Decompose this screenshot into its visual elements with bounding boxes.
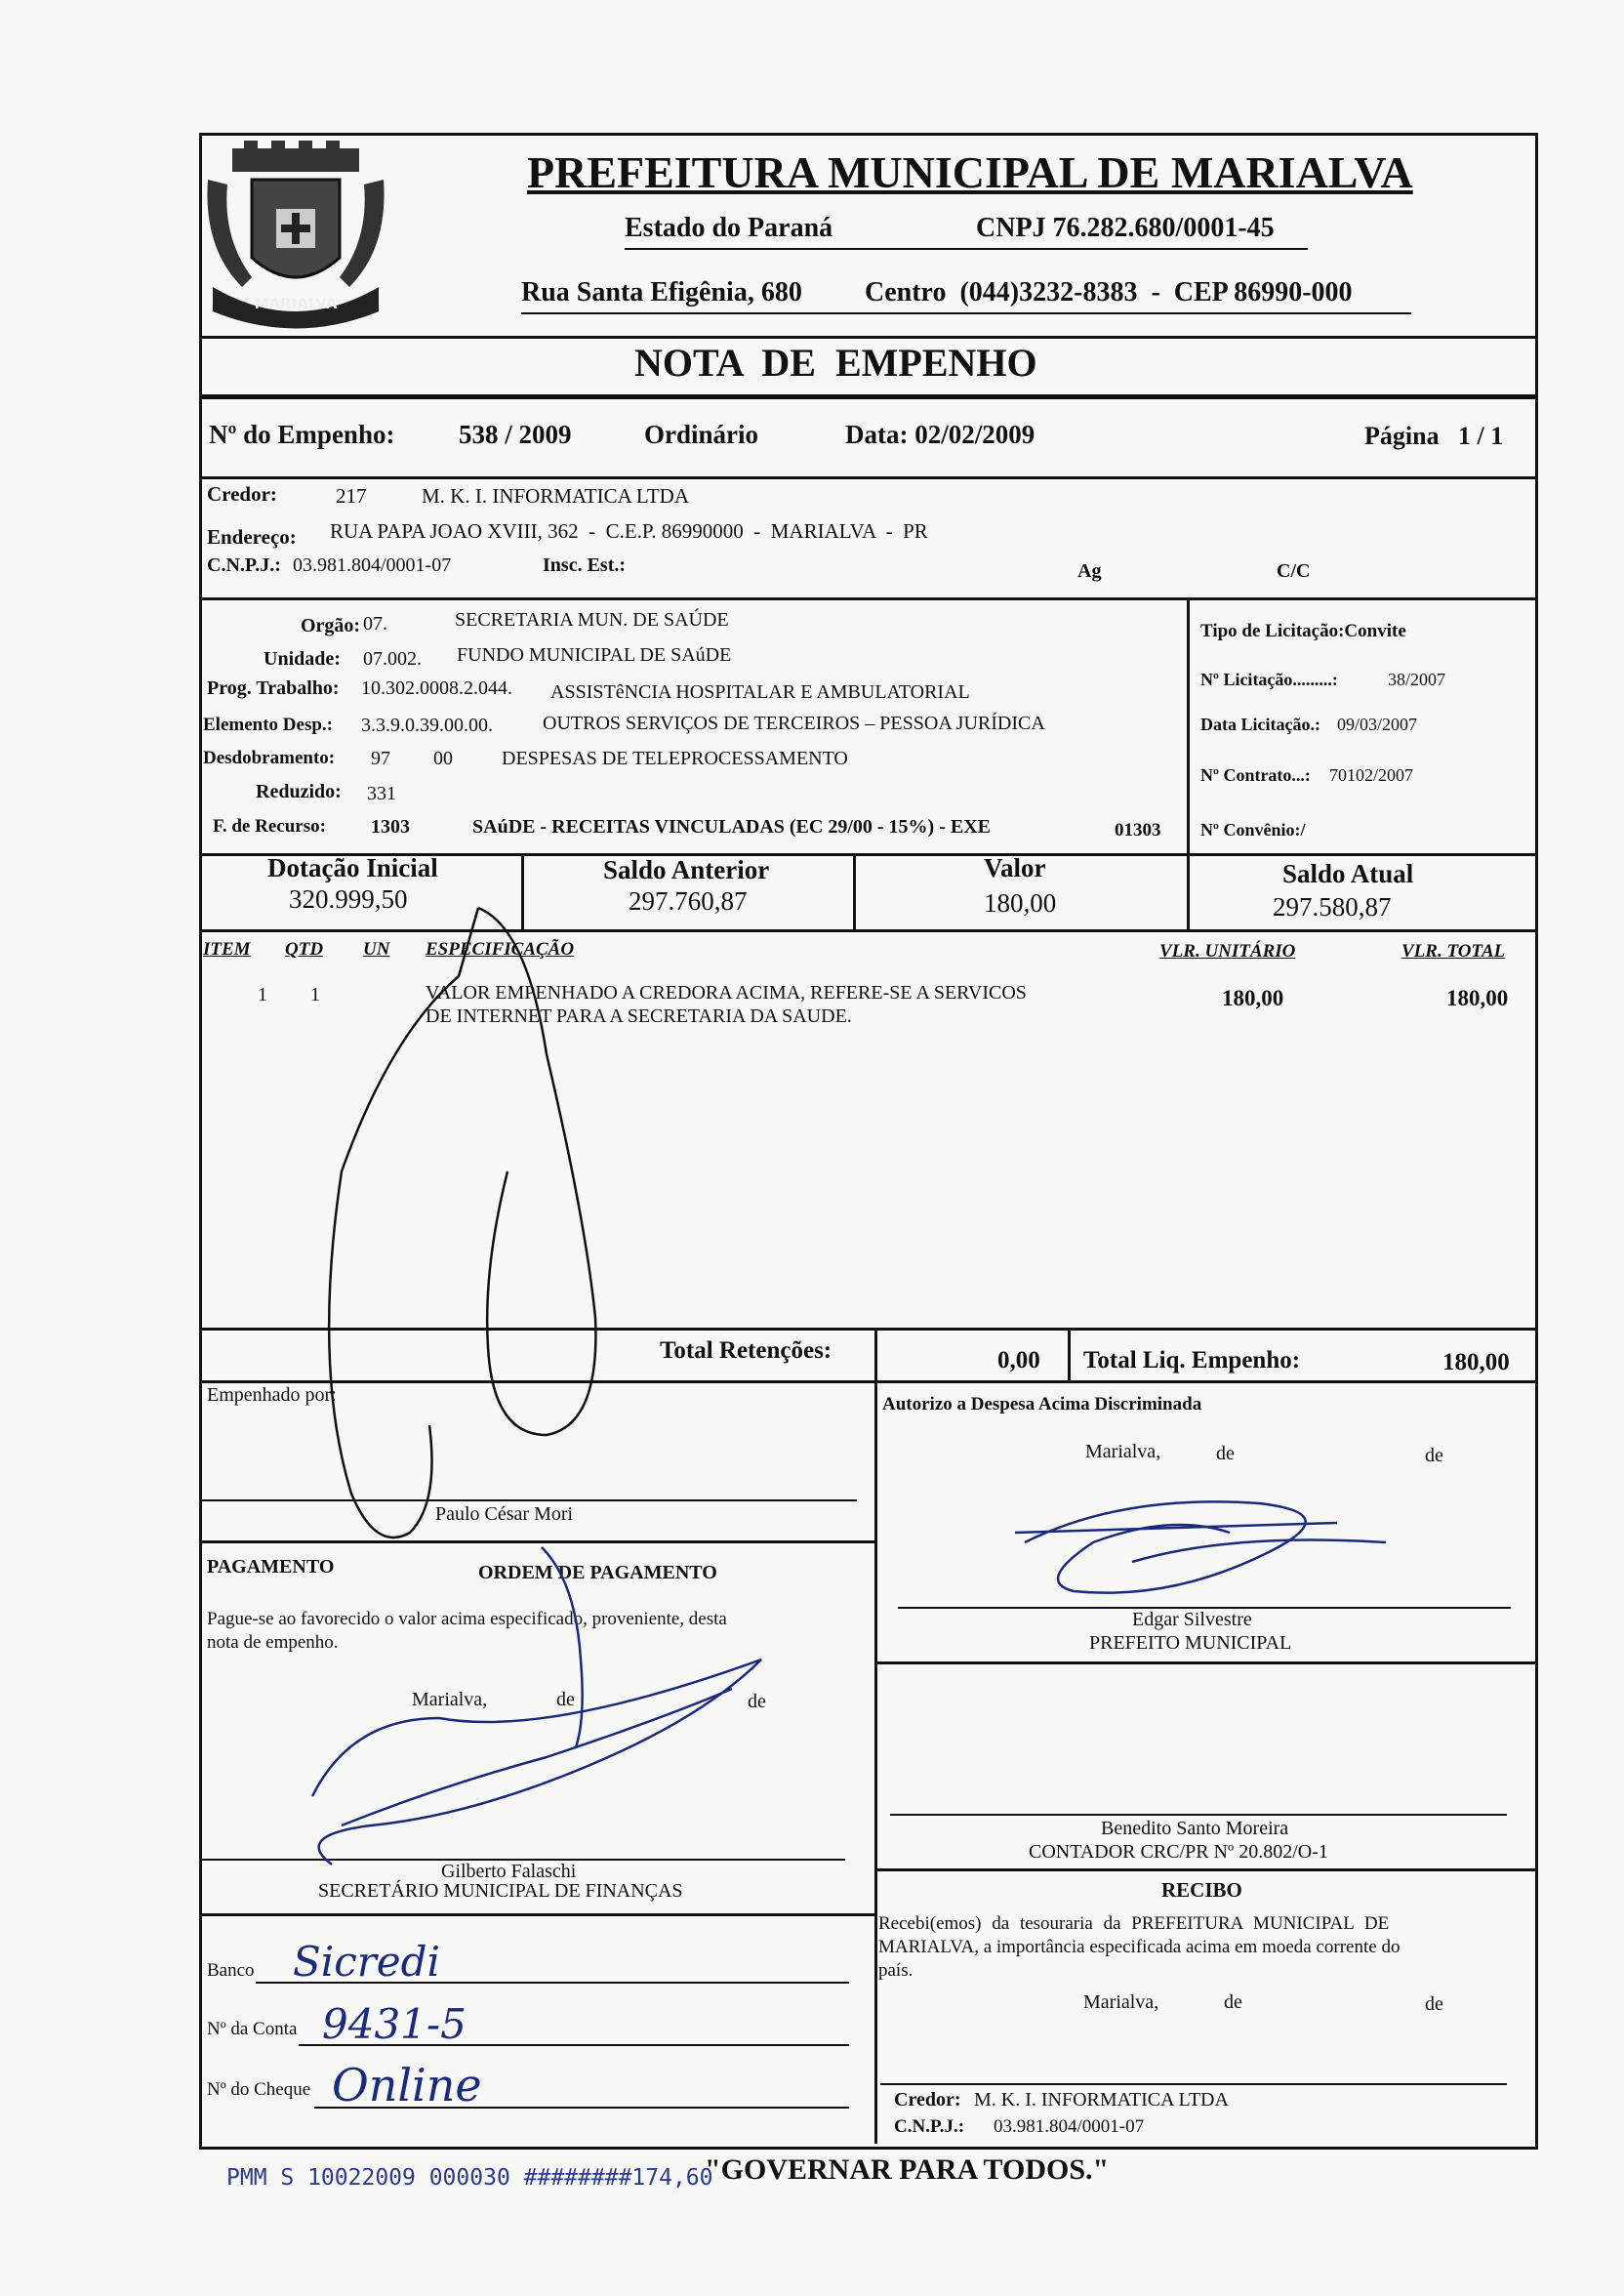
reduzido-value: 331 [367, 783, 396, 804]
empenho-label: Nº do Empenho: [209, 420, 395, 449]
svg-text:9431-5: 9431-5 [322, 2000, 467, 2048]
orgao-label: Orgão: [301, 615, 361, 636]
valor-value: 180,00 [984, 888, 1057, 918]
cheque-label: Nº do Cheque [207, 2079, 311, 2100]
autorizo-de-1: de [1216, 1443, 1235, 1464]
col-qtd: QTD [285, 939, 324, 960]
desd-label: Desdobramento: [203, 748, 336, 768]
recibo-de-1: de [1224, 1991, 1242, 2013]
svg-text:Online: Online [332, 2059, 482, 2112]
recibo-text-1: Recebi(emos) da tesouraria da PREFEITURA MUNICIPAL DE [878, 1913, 1390, 1934]
recibo-cnpj-label: C.N.P.J.: [894, 2116, 965, 2137]
sec-name: Gilberto Falaschi [441, 1861, 577, 1882]
autorizo-marialva: Marialva, [1085, 1441, 1161, 1462]
banco-label: Banco [207, 1960, 255, 1981]
header-state: Estado do Paraná [625, 213, 833, 243]
prog-code: 10.302.0008.2.044. [361, 677, 512, 699]
fonte-name: SAúDE - RECEITAS VINCULADAS (EC 29/00 - 15%) - EXE [472, 816, 991, 838]
credor-label: Credor: [207, 482, 277, 506]
ag-label: Ag [1077, 560, 1102, 582]
recibo-cnpj: 03.981.804/0001-07 [994, 2116, 1145, 2137]
pagamento-text-1: Pague-se ao favorecido o valor acima especificado, proveniente, desta [207, 1609, 727, 1629]
divider [199, 1328, 1536, 1331]
col-total: VLR. TOTAL [1401, 941, 1506, 962]
recibo-marialva: Marialva, [1083, 1991, 1159, 2013]
divider [199, 929, 1536, 932]
prefeito-role: PREFEITO MUNICIPAL [1089, 1632, 1292, 1654]
desd-b: 00 [433, 748, 453, 769]
pagamento-de-2: de [748, 1691, 766, 1712]
divider [199, 1380, 1536, 1383]
prog-label: Prog. Trabalho: [207, 677, 340, 699]
svg-text:Sicredi: Sicredi [293, 1938, 440, 1986]
svg-text:MARIALVA: MARIALVA [254, 295, 338, 312]
divider [521, 855, 524, 931]
pagamento-de-1: de [556, 1689, 575, 1710]
contrato-label: Nº Contrato...: [1200, 765, 1311, 785]
contador-name: Benedito Santo Moreira [1101, 1818, 1289, 1839]
fonte-code: 1303 [371, 816, 410, 838]
dotacao-label: Dotação Inicial [267, 853, 438, 882]
signature-line [890, 1814, 1507, 1816]
orgao-name: SECRETARIA MUN. DE SAÚDE [455, 609, 729, 631]
saldo-atual-label: Saldo Atual [1282, 859, 1414, 888]
page-label: Página [1364, 422, 1440, 450]
divider [1187, 855, 1190, 931]
col-un: UN [363, 939, 390, 960]
recibo-text-2: MARIALVA, a importância especificada acima em moeda corrente do [878, 1937, 1401, 1957]
header-underline-1 [625, 248, 1308, 250]
recibo-title: RECIBO [1161, 1878, 1242, 1902]
credor-code: 217 [336, 484, 367, 508]
autorizo-de-2: de [1425, 1445, 1443, 1466]
row-spec-1: VALOR EMPENHADO A CREDORA ACIMA, REFERE-SE A SERVICOS [426, 982, 1027, 1004]
licitacao-data: 09/03/2007 [1337, 715, 1418, 734]
pagamento-marialva: Marialva, [412, 1689, 488, 1710]
fonte-label: F. de Recurso: [213, 816, 326, 837]
doc-title: NOTA DE EMPENHO [634, 341, 1037, 385]
divider [199, 476, 1536, 479]
elem-code: 3.3.9.0.39.00.00. [361, 715, 493, 736]
contador-role: CONTADOR CRC/PR Nº 20.802/O-1 [1029, 1841, 1328, 1863]
divider [199, 1540, 876, 1543]
signature-line [880, 2083, 1507, 2085]
col-item: ITEM [203, 939, 251, 960]
elem-label: Elemento Desp.: [203, 715, 333, 735]
credor-cnpj: 03.981.804/0001-07 [293, 554, 452, 576]
row-spec-2: DE INTERNET PARA A SECRETARIA DA SAUDE. [426, 1005, 852, 1027]
empenhado-label: Empenhado por: [207, 1384, 337, 1406]
convenio: Nº Convênio:/ [1200, 820, 1306, 840]
row-total: 180,00 [1446, 986, 1509, 1010]
divider [199, 336, 1536, 339]
header-address: Rua Santa Efigênia, 680 [521, 277, 802, 308]
divider [874, 1382, 877, 2144]
divider [1187, 599, 1190, 857]
endereco-label: Endereço: [207, 525, 297, 549]
unidade-code: 07.002. [363, 648, 422, 670]
page-number: 1 / 1 [1458, 422, 1504, 450]
saldo-anterior-label: Saldo Anterior [603, 855, 770, 884]
divider [853, 855, 856, 931]
col-spec: ESPECIFICAÇÃO [426, 939, 575, 960]
insc-label: Insc. Est.: [543, 554, 627, 576]
retencoes-label: Total Retenções: [660, 1337, 832, 1364]
unidade-name: FUNDO MUNICIPAL DE SAúDE [457, 644, 732, 666]
retencoes-value: 0,00 [997, 1347, 1040, 1374]
footer-slogan: "GOVERNAR PARA TODOS." [705, 2153, 1110, 2186]
divider [1068, 1330, 1071, 1382]
valor-label: Valor [984, 853, 1046, 882]
credor-address: RUA PAPA JOAO XVIII, 362 - C.E.P. 86990000 - MARIALVA - PR [330, 519, 928, 543]
municipal-seal-icon [203, 141, 388, 332]
licitacao-numero-label: Nº Licitação.........: [1200, 670, 1338, 689]
divider [876, 1661, 1536, 1664]
cc-label: C/C [1277, 560, 1311, 582]
recibo-text-3: país. [878, 1960, 914, 1981]
header-underline-2 [521, 312, 1411, 314]
empenhado-name: Paulo César Mori [435, 1503, 574, 1525]
credor-name: M. K. I. INFORMATICA LTDA [422, 484, 689, 508]
recibo-credor-name: M. K. I. INFORMATICA LTDA [974, 2089, 1229, 2111]
footer-stamp: PMM S 10022009 000030 ########174,60 [226, 2165, 713, 2191]
pagamento-title: PAGAMENTO [207, 1556, 335, 1578]
signature-line [201, 1499, 857, 1501]
licitacao-numero: 38/2007 [1388, 670, 1446, 689]
prog-name: ASSISTêNCIA HOSPITALAR E AMBULATORIAL [550, 681, 970, 703]
contrato-value: 70102/2007 [1329, 765, 1414, 785]
page-title: PREFEITURA MUNICIPAL DE MARIALVA [527, 147, 1413, 197]
elem-name: OUTROS SERVIÇOS DE TERCEIROS – PESSOA JURÍDICA [543, 713, 1045, 734]
liq-label: Total Liq. Empenho: [1083, 1347, 1301, 1374]
orgao-code: 07. [363, 613, 387, 635]
divider [199, 394, 1536, 399]
empenho-number: 538 / 2009 [459, 420, 572, 449]
row-item: 1 [258, 984, 267, 1005]
desd-a: 97 [371, 748, 390, 769]
autorizo-label: Autorizo a Despesa Acima Discriminada [882, 1394, 1202, 1414]
cnpj-label: C.N.P.J.: [207, 554, 281, 576]
empenho-date: Data: 02/02/2009 [845, 420, 1035, 449]
col-unit: VLR. UNITÁRIO [1159, 941, 1296, 962]
saldo-anterior-value: 297.760,87 [629, 886, 748, 916]
licitacao-data-label: Data Licitação.: [1200, 715, 1320, 734]
fonte-num: 01303 [1115, 820, 1161, 840]
row-qtd: 1 [310, 984, 320, 1005]
empenho-type: Ordinário [644, 420, 759, 449]
pagamento-text-2: nota de empenho. [207, 1632, 339, 1653]
recibo-credor-label: Credor: [894, 2089, 961, 2111]
reduzido-label: Reduzido: [256, 781, 342, 802]
divider [199, 1913, 876, 1916]
prefeito-name: Edgar Silvestre [1132, 1609, 1252, 1630]
header-cnpj: CNPJ 76.282.680/0001-45 [976, 213, 1275, 243]
cheque-line [314, 2107, 849, 2109]
liq-value: 180,00 [1442, 1349, 1510, 1375]
conta-line [299, 2044, 849, 2046]
divider [874, 1330, 877, 1382]
licitacao-tipo: Tipo de Licitação:Convite [1200, 621, 1406, 641]
divider [876, 1868, 1536, 1871]
ordem-title: ORDEM DE PAGAMENTO [478, 1562, 717, 1583]
divider [199, 597, 1536, 600]
conta-label: Nº da Conta [207, 2019, 298, 2039]
recibo-de-2: de [1425, 1993, 1443, 2015]
saldo-atual-value: 297.580,87 [1273, 892, 1392, 922]
dotacao-value: 320.999,50 [289, 884, 408, 914]
banco-line [256, 1982, 849, 1984]
unidade-label: Unidade: [264, 648, 341, 670]
row-unit: 180,00 [1222, 986, 1284, 1010]
sec-role: SECRETÁRIO MUNICIPAL DE FINANÇAS [318, 1880, 683, 1902]
desd-name: DESPESAS DE TELEPROCESSAMENTO [502, 748, 848, 769]
header-district: Centro (044)3232-8383 - CEP 86990-000 [865, 277, 1353, 308]
